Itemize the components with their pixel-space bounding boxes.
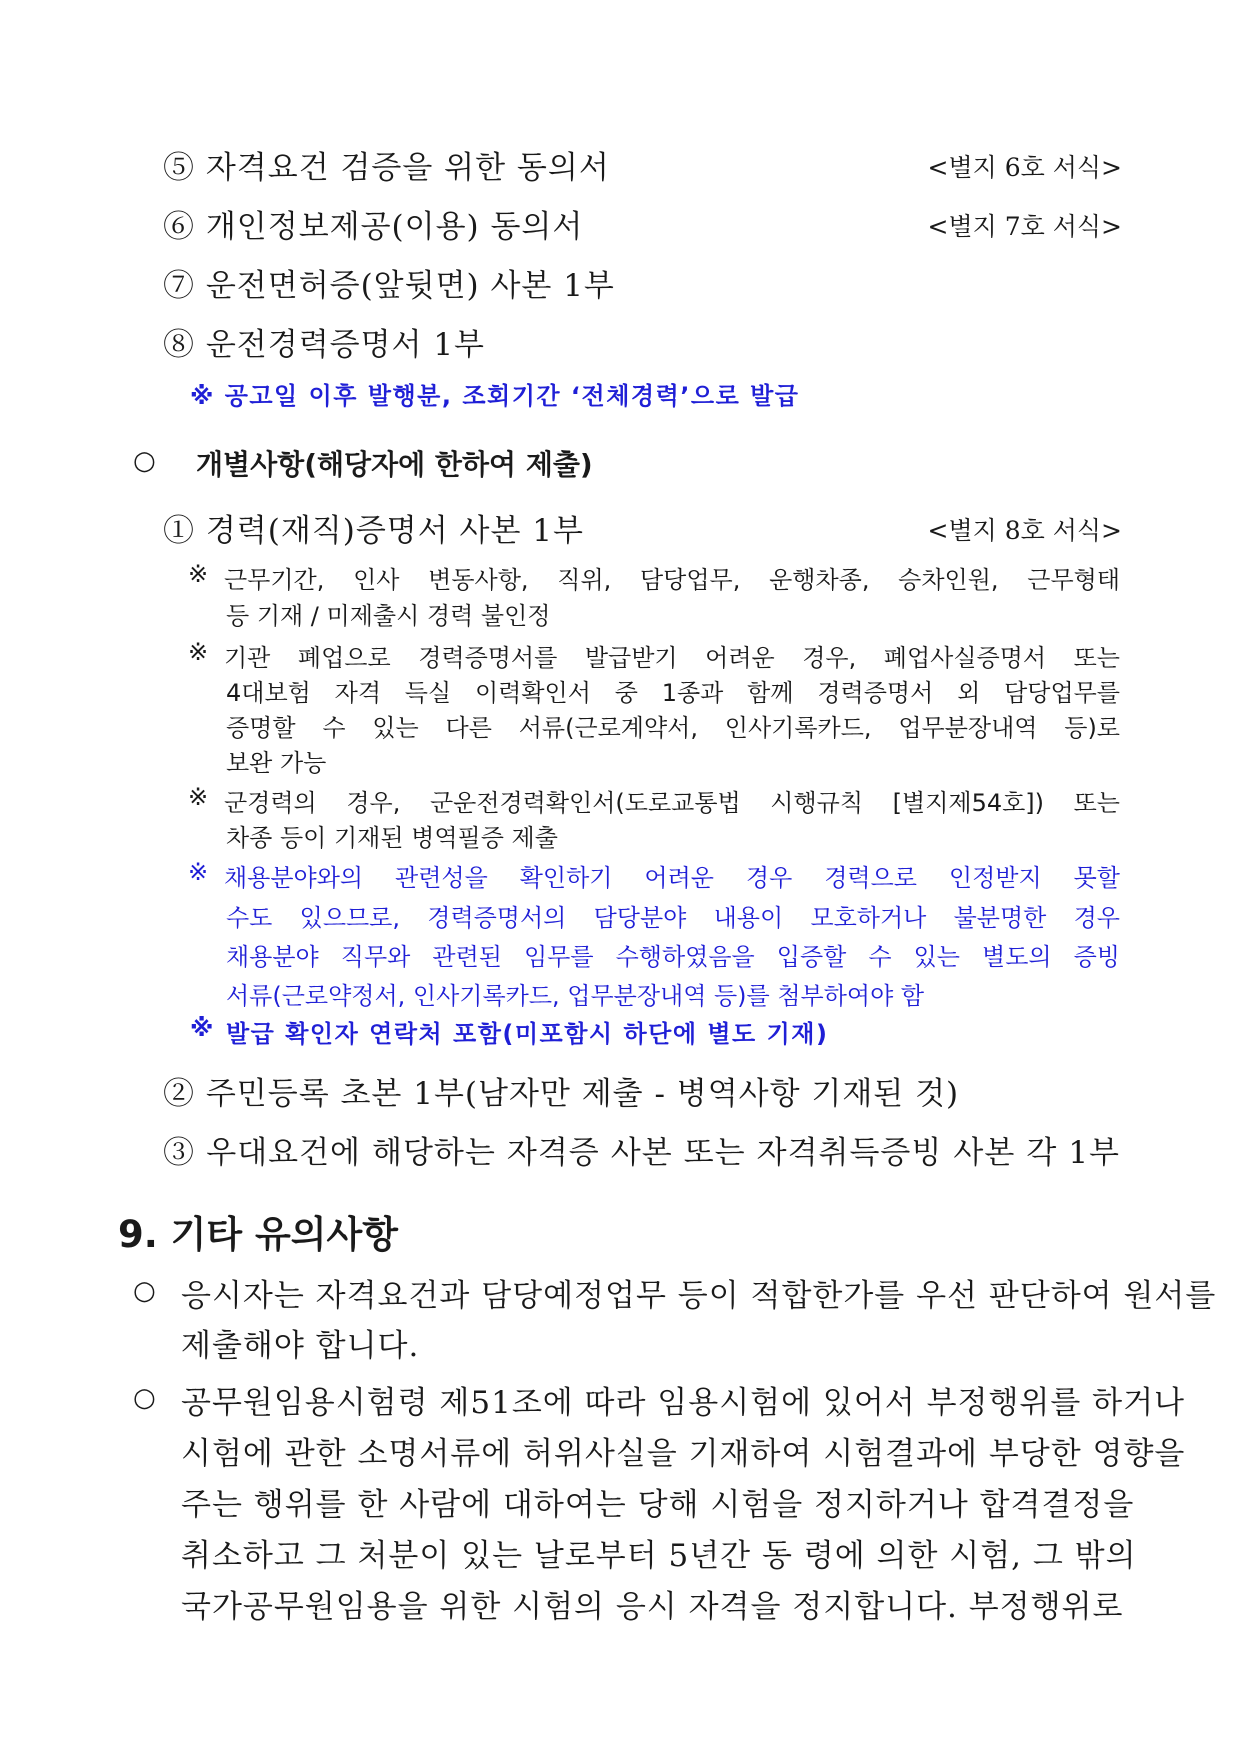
para-2-line: 주는 행위를 한 사람에 대하여는 당해 시험을 정지하거나 합격결정을: [181, 1487, 1135, 1523]
para-2-line: 시험에 관한 소명서류에 허위사실을 기재하여 시험결과에 부당한 영향을: [181, 1436, 1186, 1472]
note-relevance-line: 서류(근로약정서, 인사기록카드, 업무분장내역 등)를 첨부하여야 함: [226, 982, 925, 1010]
individual-title: 개별사항(해당자에 한하여 제출): [196, 448, 593, 481]
note-closure-line: 보완 가능: [226, 749, 327, 777]
item-8: ⑧ 운전경력증명서 1부: [163, 327, 485, 363]
note-military-line: 군경력의 경우, 군운전경력확인서(도로교통법 시행규칙 [별지제54호]) 또는: [224, 789, 1120, 817]
para-1-line: 제출해야 합니다.: [181, 1328, 420, 1364]
para-2-line: 국가공무원임용을 위한 시험의 응시 자격을 정지합니다. 부정행위로: [181, 1589, 1124, 1625]
note-mark: ※: [190, 1014, 214, 1042]
career-cert-item: ① 경력(재직)증명서 사본 1부: [163, 513, 584, 549]
note-military-line: 차종 등이 기재된 병역필증 제출: [226, 824, 558, 852]
para-2-line: 취소하고 그 처분이 있는 날로부터 5년간 동 령에 의한 시험, 그 밖의: [181, 1538, 1137, 1574]
individual-bullet: ○: [133, 446, 156, 476]
resident-register-item: ② 주민등록 초본 1부(남자만 제출 - 병역사항 기재된 것): [163, 1076, 960, 1112]
career-cert-form: <별지 8호 서식>: [927, 516, 1122, 545]
note-closure-line: 증명할 수 있는 다른 서류(근로계약서, 인사기록카드, 업무분장내역 등)로: [226, 714, 1120, 742]
note-relevance-line: 채용분야 직무와 관련된 임무를 수행하였음을 입증할 수 있는 별도의 증빙: [226, 943, 1120, 971]
note-mark: ※: [188, 783, 209, 811]
item-7: ⑦ 운전면허증(앞뒷면) 사본 1부: [163, 268, 615, 304]
note-career-line: 근무기간, 인사 변동사항, 직위, 담당업무, 운행차종, 승차인원, 근무형태: [224, 566, 1120, 594]
para-2-bullet: ○: [133, 1383, 156, 1413]
note-career-line: 등 기재 / 미제출시 경력 불인정: [226, 602, 551, 630]
note-relevance-line: 수도 있으므로, 경력증명서의 담당분야 내용이 모호하거나 불분명한 경우: [226, 904, 1120, 932]
item-6: ⑥ 개인정보제공(이용) 동의서: [163, 209, 584, 245]
para-1-bullet: ○: [133, 1276, 156, 1306]
certificate-item: ③ 우대요건에 해당하는 자격증 사본 또는 자격취득증빙 사본 각 1부: [163, 1135, 1120, 1171]
note-mark: ※: [188, 858, 209, 886]
note-issue: ※ 공고일 이후 발행분, 조회기간 ‘전체경력’으로 발급: [190, 382, 800, 410]
note-closure-line: 기관 폐업으로 경력증명서를 발급받기 어려운 경우, 폐업사실증명서 또는: [224, 644, 1120, 672]
note-relevance-line: 채용분야와의 관련성을 확인하기 어려운 경우 경력으로 인정받지 못할: [224, 864, 1120, 892]
note-mark: ※: [188, 560, 209, 588]
item-5: ⑤ 자격요건 검증을 위한 동의서: [163, 150, 610, 186]
note-closure-line: 4대보험 자격 득실 이력확인서 중 1종과 함께 경력증명서 외 담당업무를: [226, 679, 1120, 707]
item-6-form: <별지 7호 서식>: [927, 212, 1122, 241]
note-contact: 발급 확인자 연락처 포함(미포함시 하단에 별도 기재): [226, 1020, 829, 1048]
section-9-heading: 9. 기타 유의사항: [118, 1213, 399, 1256]
para-1-line: 응시자는 자격요건과 담당예정업무 등이 적합한가를 우선 판단하여 원서를: [181, 1278, 1217, 1314]
para-2-line: 공무원임용시험령 제51조에 따라 임용시험에 있어서 부정행위를 하거나: [181, 1385, 1186, 1421]
note-mark: ※: [188, 638, 209, 666]
item-5-form: <별지 6호 서식>: [927, 153, 1122, 182]
